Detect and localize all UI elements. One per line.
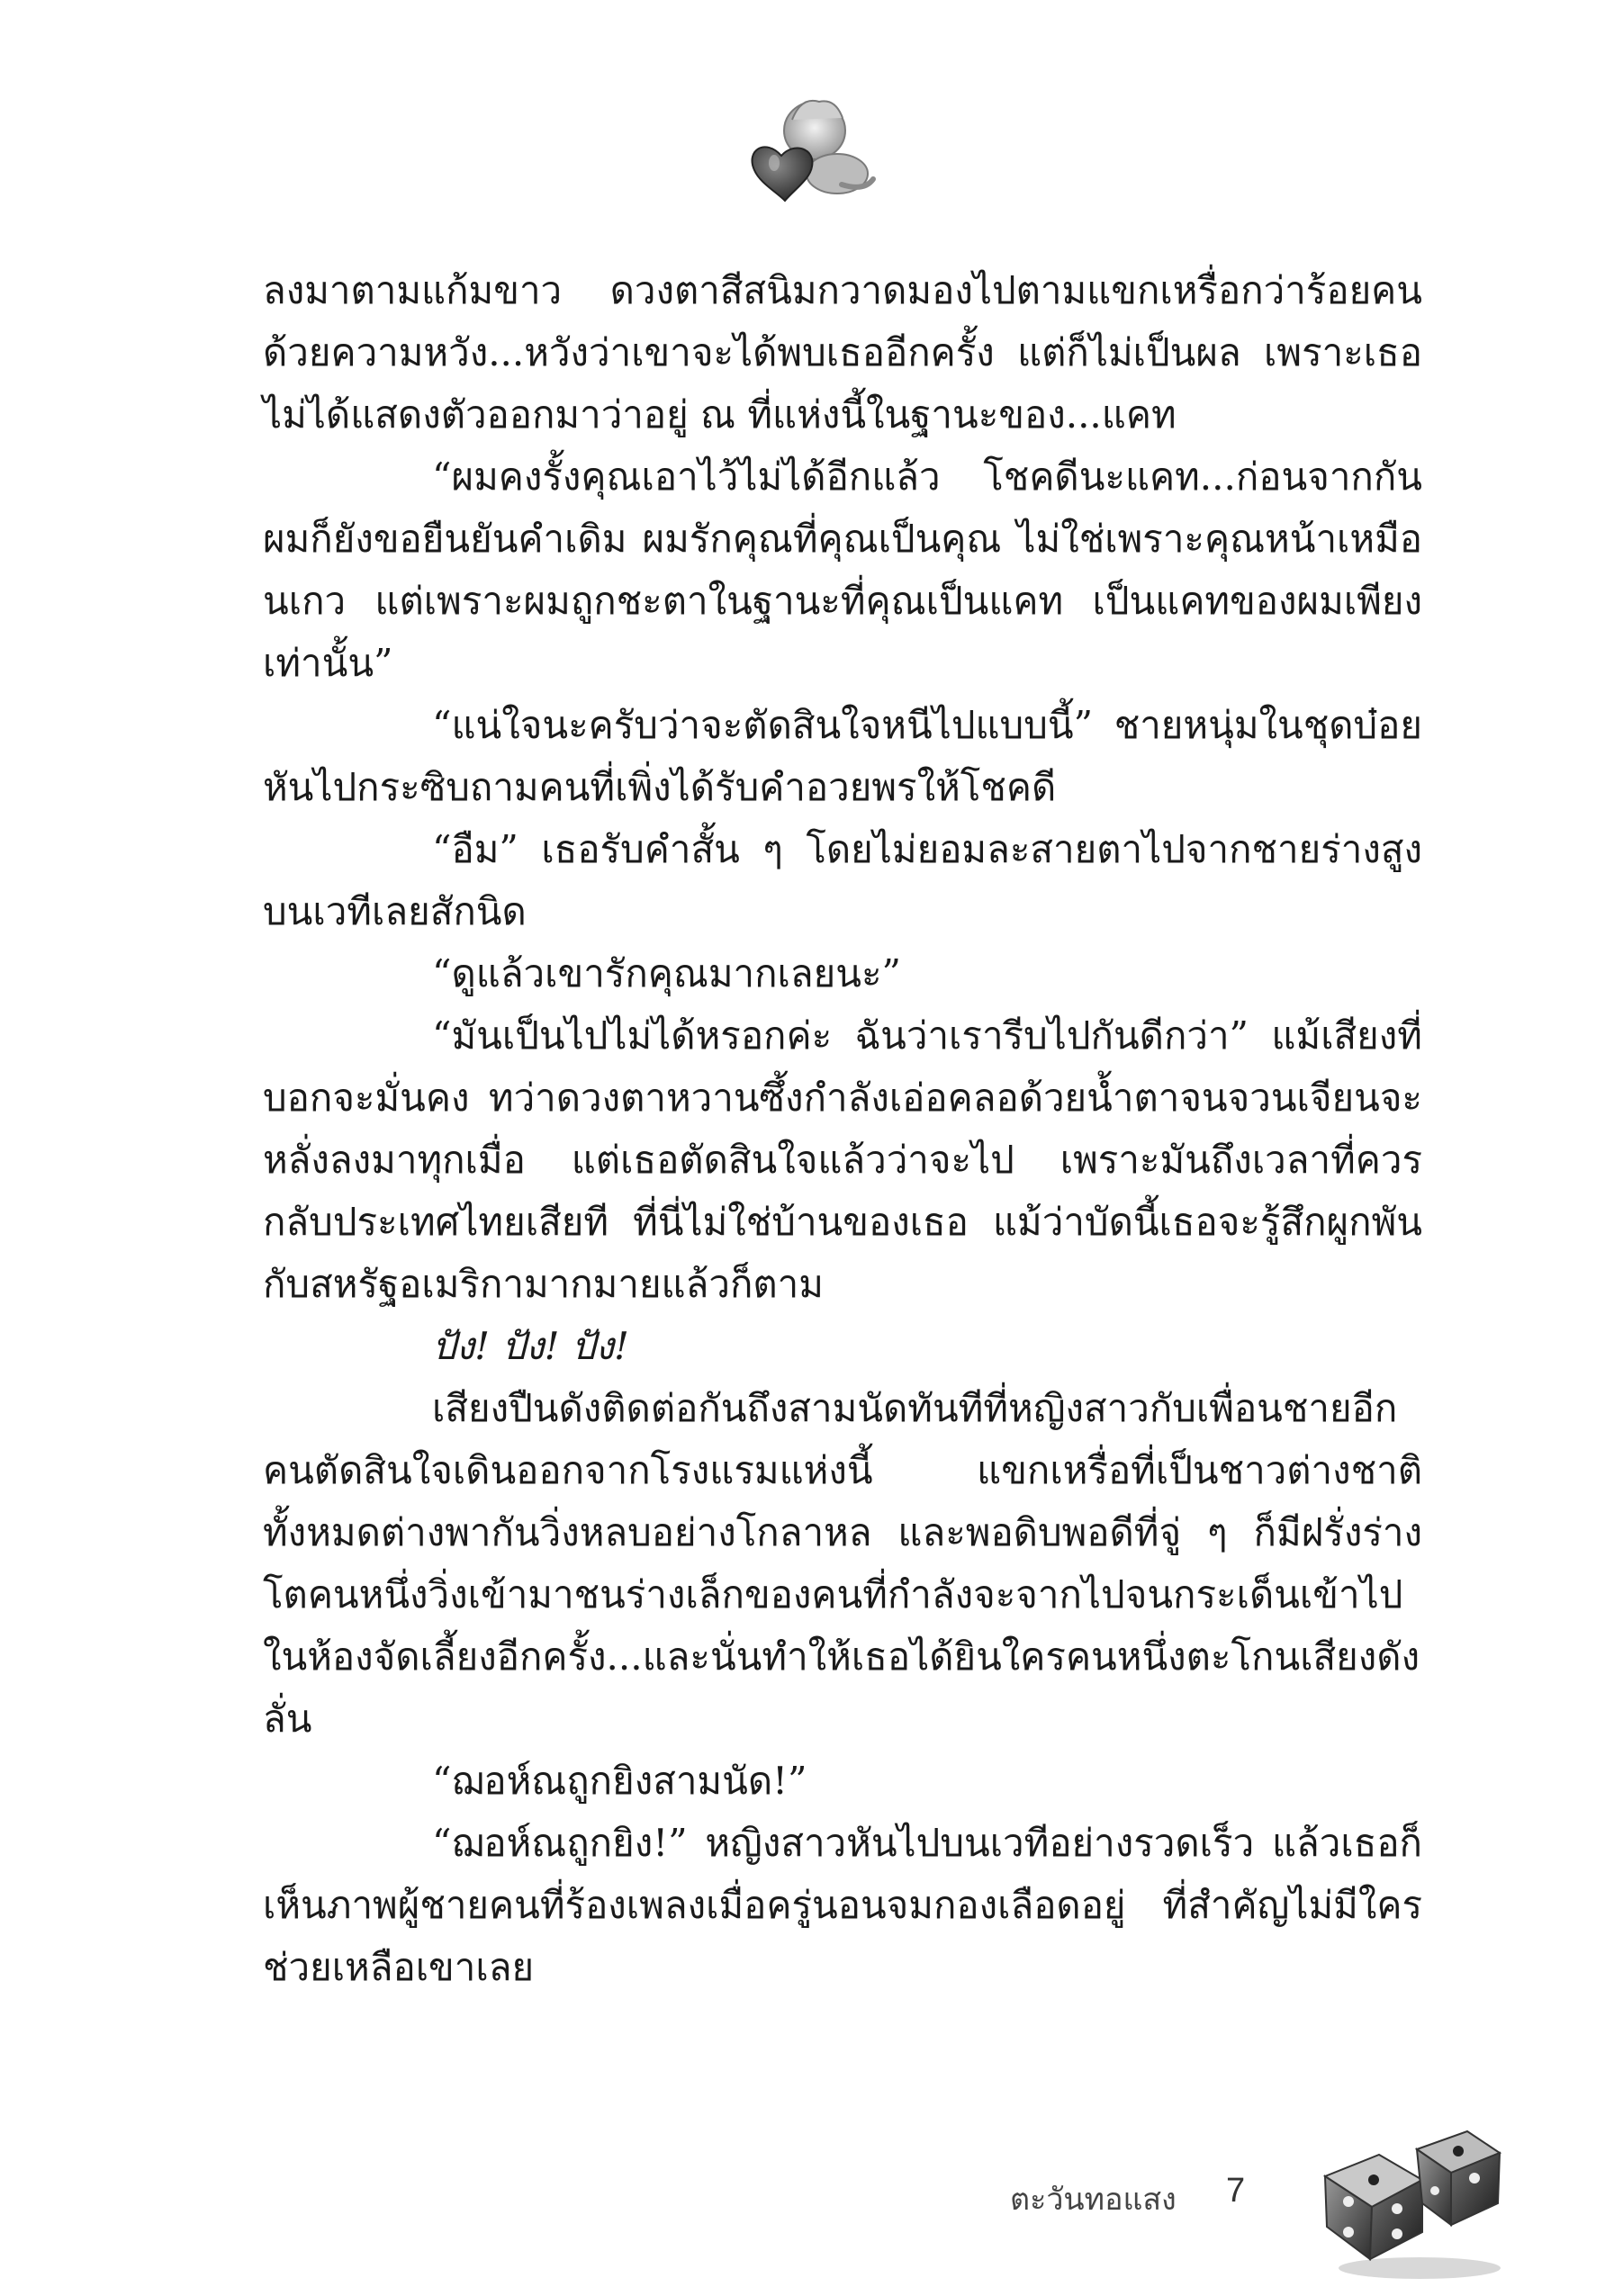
paragraph: “อืม” เธอรับคำสั้น ๆ โดยไม่ยอมละสายตาไปจากชายร่างสูงบนเวทีเลยสักนิด bbox=[263, 827, 1422, 933]
paragraph: เสียงปืนดังติดต่อกันถึงสามนัดทันทีที่หญิงสาวกับเพื่อนชายอีกคนตัดสินใจเดินออกจากโรงแรมแห่งนี้ แขกเหรื่อที่เป็นชาวต่างชาติทั้งหมดต่างพากันวิ่งหลบอย่างโกลาหล และพอดิบพอดีที่จู่ ๆ ก็มีฝรั่งร่างโตคนหนึ่งวิ่งเข้ามาชนร่างเล็กของคนที่กำลังจะจากไปจนกระเด็นเข้าไปในห้องจัดเลี้ยงอีกครั้ง...และนั่นทำให้เธอได้ยินใครคนหนึ่งตะโกนเสียงดังลั่น bbox=[263, 1386, 1422, 1741]
running-footer-title: ตะวันทอแสง bbox=[1010, 2182, 1177, 2218]
paragraph: “ฌอห์ณถูกยิง!” หญิงสาวหันไปบนเวทีอย่างรวดเร็ว แล้วเธอก็เห็นภาพผู้ชายคนที่ร้องเพลงเมื่อครู่นอนจมกองเลือดอยู่ ที่สำคัญไม่มีใครช่วยเหลือเขาเลย bbox=[263, 1821, 1422, 1989]
paragraph-emphasis: ปัง! ปัง! ปัง! bbox=[432, 1324, 629, 1368]
dice-icon bbox=[1316, 2113, 1505, 2284]
paragraph: “ฌอห์ณถูกยิงสามนัด!” bbox=[432, 1759, 807, 1803]
paragraph: “ดูแล้วเขารักคุณมากเลยนะ” bbox=[432, 951, 901, 995]
paragraph: “มันเป็นไปไม่ได้หรอกค่ะ ฉันว่าเรารีบไปกันดีกว่า” แม้เสียงที่บอกจะมั่นคง ทว่าดวงตาหวานซึ้งกำลังเอ่อคลอด้วยน้ำตาจนจวนเจียนจะหลั่งลงมาทุกเมื่อ แต่เธอตัดสินใจแล้วว่าจะไป เพราะมันถึงเวลาที่ควรกลับประเทศไทยเสียที ที่นี่ไม่ใช่บ้านของเธอ แม้ว่าบัดนี้เธอจะรู้สึกผูกพันกับสหรัฐอเมริกามากมายแล้วก็ตาม bbox=[263, 1013, 1422, 1306]
paragraph: ลงมาตามแก้มขาว ดวงตาสีสนิมกวาดมองไปตามแขกเหรื่อกว่าร้อยคนด้วยความหวัง...หวังว่าเขาจะได้พบเธออีกครั้ง แต่ก็ไม่เป็นผล เพราะเธอไม่ได้แสดงตัวออกมาว่าอยู่ ณ ที่แห่งนี้ในฐานะของ...แคท bbox=[263, 268, 1422, 437]
page-number: 7 bbox=[1226, 2172, 1246, 2210]
body-text bbox=[263, 259, 1422, 1998]
paragraph: “แน่ใจนะครับว่าจะตัดสินใจหนีไปแบบนี้” ชายหนุ่มในชุดบ๋อยหันไปกระซิบถามคนที่เพิ่งได้รับคำอวยพรให้โชคดี bbox=[263, 703, 1422, 809]
cherub-heart-icon bbox=[729, 86, 891, 221]
paragraph: “ผมคงรั้งคุณเอาไว้ไม่ได้อีกแล้ว โชคดีนะแคท...ก่อนจากกันผมก็ยังขอยืนยันคำเดิม ผมรักคุณที่คุณเป็นคุณ ไม่ใช่เพราะคุณหน้าเหมือนเกว แต่เพราะผมถูกชะตาในฐานะที่คุณเป็นแคท เป็นแคทของผมเพียงเท่านั้น” bbox=[263, 455, 1422, 685]
